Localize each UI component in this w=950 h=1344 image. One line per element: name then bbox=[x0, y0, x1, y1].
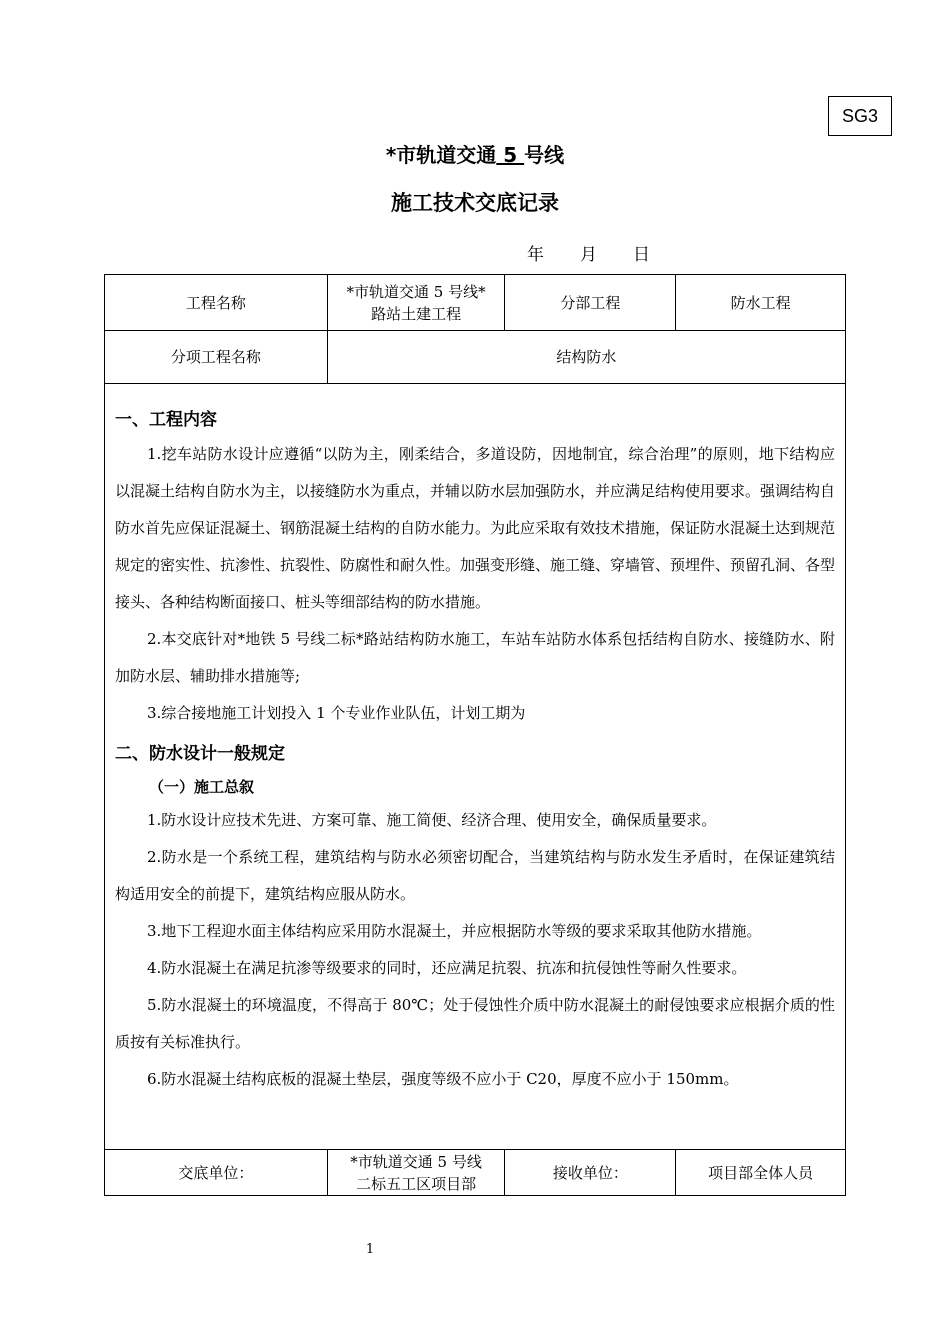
date-line bbox=[527, 240, 650, 265]
division-value: 防水工程 bbox=[676, 275, 846, 331]
record-table bbox=[104, 274, 846, 1196]
paragraph: 3.综合接地施工计划投入 1 个专业作业队伍，计划工期为 bbox=[147, 704, 526, 722]
receive-label: 接收单位： bbox=[505, 1150, 676, 1196]
subitem-label: 分项工程名称 bbox=[105, 331, 328, 384]
subitem-value: 结构防水 bbox=[327, 331, 845, 384]
date-month: 月 bbox=[580, 245, 597, 265]
project-name-label: 工程名称 bbox=[105, 275, 328, 331]
handover-value: *市轨道交通 5 号线 二标五工区项目部 bbox=[327, 1150, 505, 1196]
subsection1-title: （一）施工总叙 bbox=[149, 778, 255, 796]
document-code: SG3 bbox=[828, 96, 892, 136]
paragraph: 1.防水设计应技术先进、方案可靠、施工简便、经济合理、使用安全，确保质量要求。 bbox=[147, 811, 717, 829]
section1-title: 一、工程内容 bbox=[115, 410, 217, 430]
paragraph: 4.防水混凝土在满足抗渗等级要求的同时，还应满足抗裂、抗冻和抗侵蚀性等耐久性要求。 bbox=[147, 959, 747, 977]
page-number: 1 bbox=[365, 1242, 375, 1257]
paragraph: 2.防水是一个系统工程，建筑结构与防水必须密切配合，当建筑结构与防水发生矛盾时，在保证建筑结构适用安全的前提下，建筑结构应服从防水。 bbox=[115, 848, 835, 903]
content-cell bbox=[105, 384, 846, 1150]
paragraph: 3.地下工程迎水面主体结构应采用防水混凝土，并应根据防水等级的要求采取其他防水措施。 bbox=[147, 922, 762, 940]
paragraph: 6.防水混凝土结构底板的混凝土垫层，强度等级不应小于 C20，厚度不应小于 150mm。 bbox=[147, 1070, 739, 1088]
division-label: 分部工程 bbox=[505, 275, 676, 331]
document-title: *市轨道交通 5 号线 bbox=[385, 143, 565, 167]
section2-title: 二、防水设计一般规定 bbox=[115, 744, 285, 764]
project-name-value: *市轨道交通 5 号线* 路站土建工程 bbox=[327, 275, 505, 331]
date-year: 年 bbox=[527, 245, 544, 265]
paragraph: 5.防水混凝土的环境温度，不得高于 80℃；处于侵蚀性介质中防水混凝土的耐侵蚀要求应根据介质的性质按有关标准执行。 bbox=[115, 996, 835, 1051]
paragraph: 2.本交底针对*地铁 5 号线二标*路站结构防水施工，车站车站防水体系包括结构自防水、接缝防水、附加防水层、辅助排水措施等; bbox=[115, 630, 835, 685]
paragraph: 1.挖车站防水设计应遵循“以防为主，刚柔结合，多道设防，因地制宜，综合治理”的原则，地下结构应以混凝土结构自防水为主，以接缝防水为重点，并辅以防水层加强防水，并应满足结构使用要求。强调结构自防水首先应保证混凝土、钢筋混凝土结构的自防水能力。为此应采取有效技术措施，保证防水混凝土达到规范规定的密实性、抗渗性、抗裂性、防腐性和耐久性。加强变形缝、施工缝、穿墙管、预埋件、预留孔洞、各型接头、各种结构断面接口、桩头等细部结构的防水措施。 bbox=[115, 445, 836, 611]
document-subtitle: 施工技术交底记录 bbox=[391, 191, 559, 215]
handover-label: 交底单位： bbox=[105, 1150, 328, 1196]
receive-value: 项目部全体人员 bbox=[676, 1150, 846, 1196]
date-day: 日 bbox=[633, 245, 650, 265]
